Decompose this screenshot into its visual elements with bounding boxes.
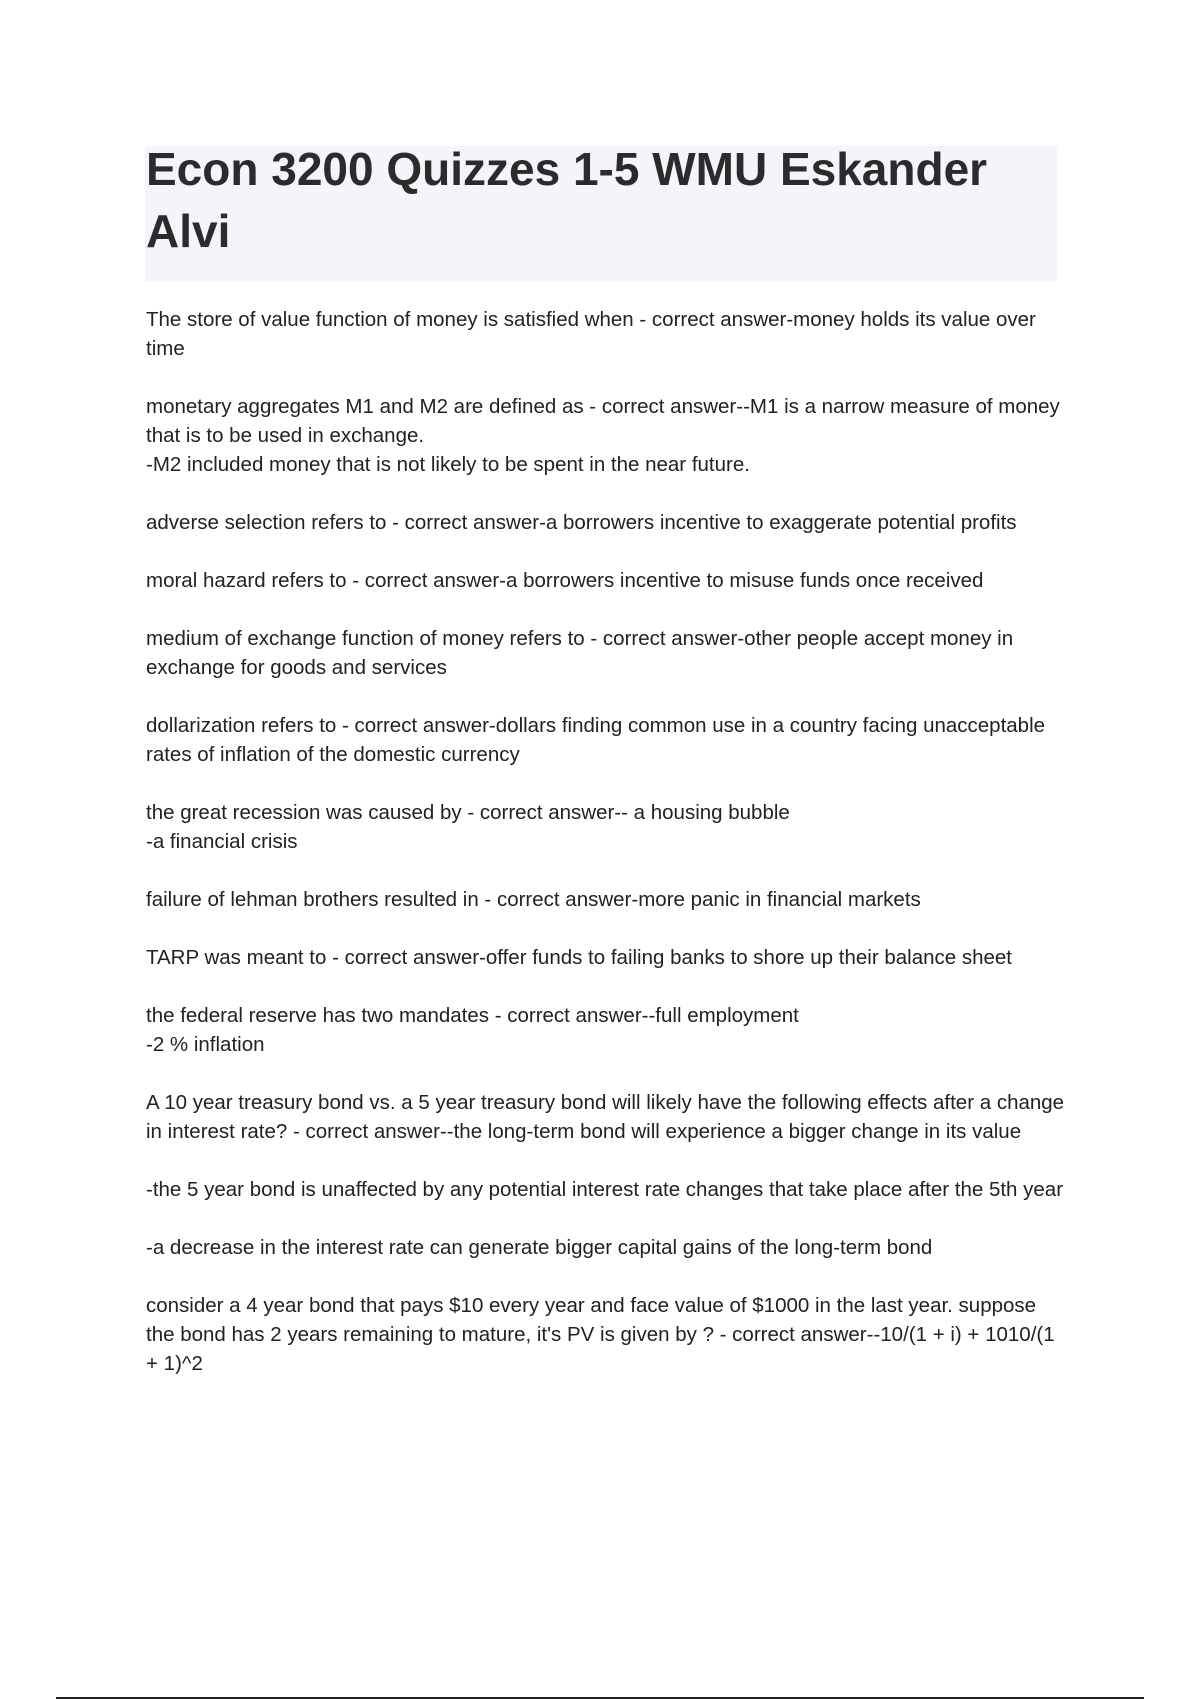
qa-list <box>146 305 1066 1407</box>
qa-text-line: -a financial crisis <box>146 830 298 853</box>
qa-text-line: -the 5 year bond is unaffected by any potential interest rate changes that take place after the 5th year <box>146 1178 1064 1201</box>
qa-text-line: TARP was meant to - correct answer-offer funds to failing banks to shore up their balance sheet <box>146 946 1013 969</box>
qa-entry <box>146 566 1066 595</box>
qa-text-line: The store of value function of money is satisfied when - correct answer-money holds its value over time <box>146 308 1036 360</box>
qa-text-line: moral hazard refers to - correct answer-a borrowers incentive to misuse funds once received <box>146 569 984 592</box>
qa-text-line: monetary aggregates M1 and M2 are defined as - correct answer--M1 is a narrow measure of money that is to be used in exchange. <box>146 395 1060 447</box>
qa-entry <box>146 885 1066 914</box>
qa-text-line: -M2 included money that is not likely to be spent in the near future. <box>146 453 750 476</box>
qa-entry <box>146 711 1066 769</box>
qa-entry <box>146 1001 1066 1059</box>
qa-entry <box>146 624 1066 682</box>
qa-entry <box>146 1233 1066 1262</box>
qa-entry <box>146 392 1066 479</box>
qa-entry <box>146 508 1066 537</box>
qa-text-line: -a decrease in the interest rate can generate bigger capital gains of the long-term bond <box>146 1236 933 1259</box>
qa-text-line: adverse selection refers to - correct answer-a borrowers incentive to exaggerate potential profits <box>146 511 1017 534</box>
qa-entry <box>146 305 1066 363</box>
document-title: Econ 3200 Quizzes 1-5 WMU Eskander Alvi <box>146 143 988 257</box>
qa-entry <box>146 1291 1066 1378</box>
qa-text-line: the federal reserve has two mandates - correct answer--full employment <box>146 1004 799 1027</box>
qa-text-line: -2 % inflation <box>146 1033 265 1056</box>
qa-entry <box>146 798 1066 856</box>
qa-entry <box>146 1088 1066 1146</box>
qa-text-line: the great recession was caused by - correct answer-- a housing bubble <box>146 801 790 824</box>
qa-text-line: medium of exchange function of money refers to - correct answer-other people accept money in exchange for goods and services <box>146 627 1014 679</box>
qa-entry <box>146 943 1066 972</box>
qa-text-line: consider a 4 year bond that pays $10 every year and face value of $1000 in the last year. suppose the bond has 2 years remaining to mature, it's PV is given by ? - correct answer--10/(1 + i) + 1010/(1 + 1)^2 <box>146 1294 1055 1375</box>
qa-text-line: failure of lehman brothers resulted in - correct answer-more panic in financial markets <box>146 888 921 911</box>
qa-text-line: A 10 year treasury bond vs. a 5 year treasury bond will likely have the following effects after a change in interest rate? - correct answer--the long-term bond will experience a bigger change in its value <box>146 1091 1065 1143</box>
qa-entry <box>146 1175 1066 1204</box>
footer-divider <box>56 1697 1144 1699</box>
qa-text-line: dollarization refers to - correct answer-dollars finding common use in a country facing unacceptable rates of inflation of the domestic currency <box>146 714 1046 766</box>
